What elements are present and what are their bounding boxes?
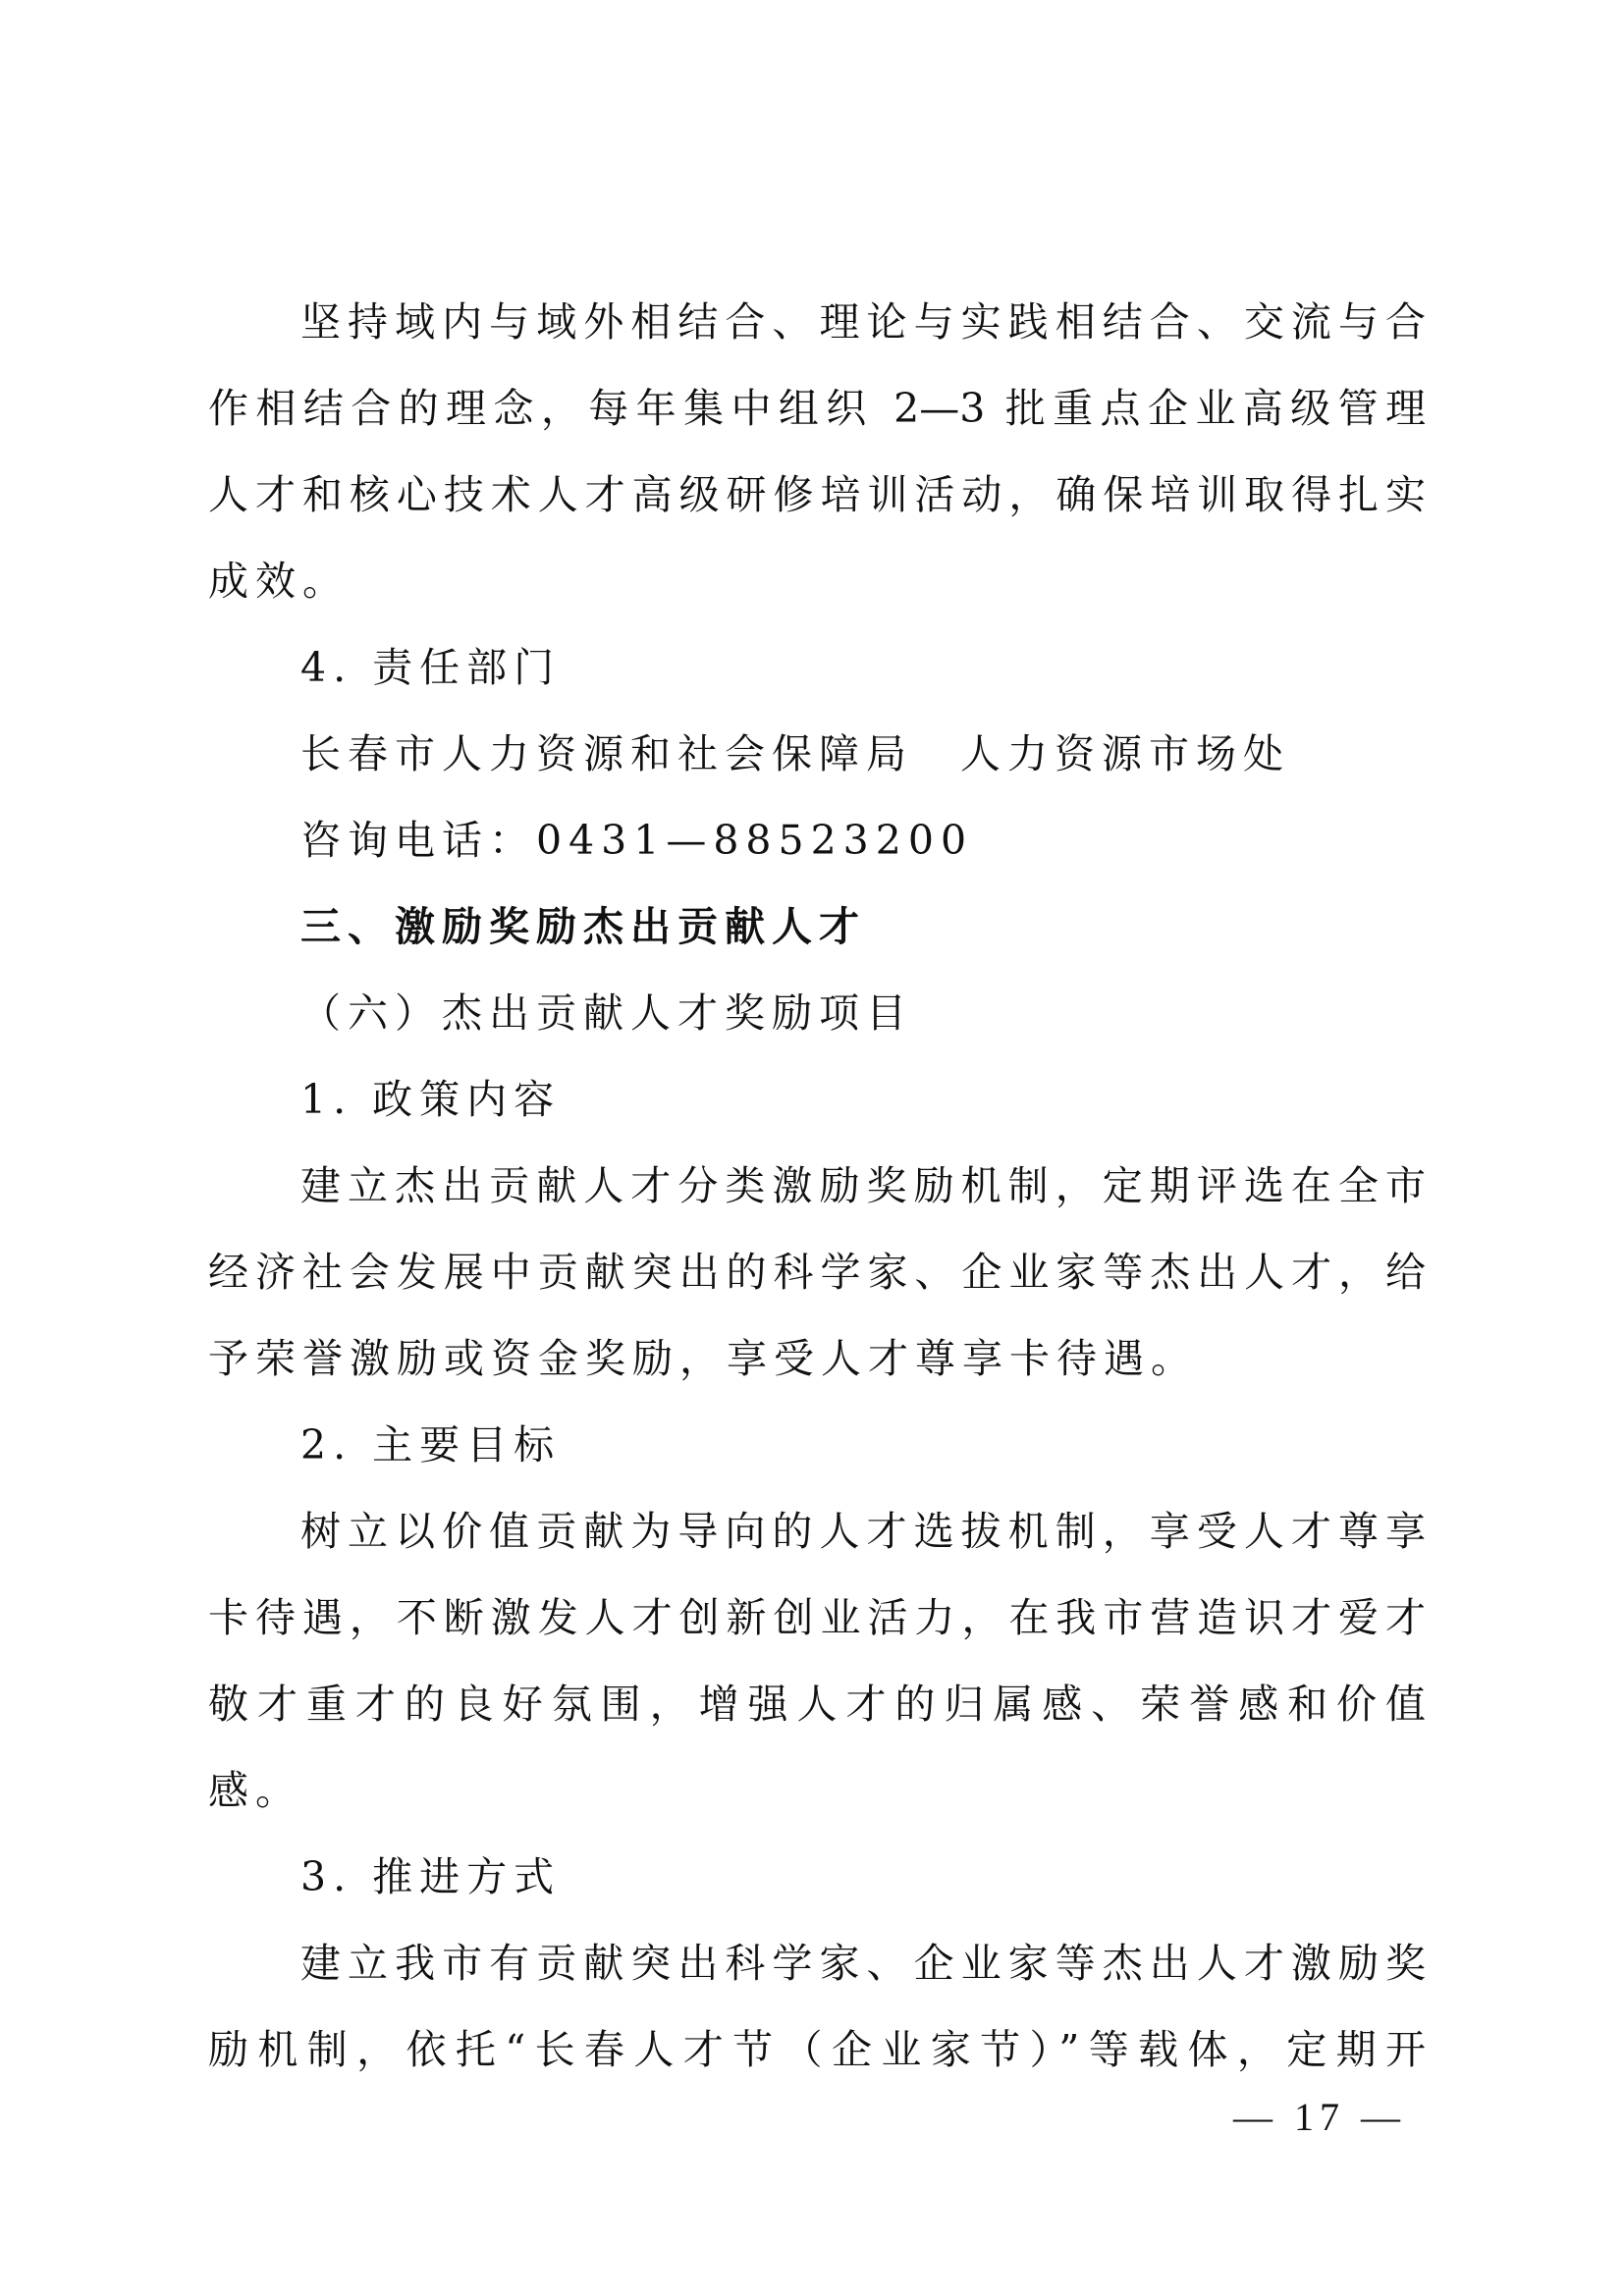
paragraph-1-line-3: 人才和核心技术人才高级研修培训活动，确保培训取得扎实 [208,471,1426,518]
paragraph-4-line-1: 建立我市有贡献突出科学家、企业家等杰出人才激励奖 [300,1940,1426,1987]
paragraph-3-line-1: 树立以价值贡献为导向的人才选拔机制，享受人才尊享 [300,1508,1426,1555]
paragraph-4-line-2: 励机制，依托“长春人才节（企业家节）”等载体，定期开 [208,2026,1426,2073]
chapter-3-heading: 三、激励奖励杰出贡献人才 [300,903,866,950]
paragraph-1-line-1: 坚持域内与域外相结合、理论与实践相结合、交流与合 [300,298,1426,346]
section-2-title: 2. 主要目标 [300,1421,562,1468]
paragraph-2-line-3: 予荣誉激励或资金奖励，享受人才尊享卡待遇。 [208,1335,1198,1382]
paragraph-2-line-1: 建立杰出贡献人才分类激励奖励机制，定期评选在全市 [300,1162,1426,1209]
paragraph-3-line-3: 敬才重才的良好氛围，增强人才的归属感、荣誉感和价值 [208,1681,1426,1728]
phone-number: 咨询电话：0431—88523200 [300,817,974,864]
page-number: — 17 — [1233,2095,1406,2139]
section-4-title: 4. 责任部门 [300,644,562,691]
subsection-6-heading: （六）杰出贡献人才奖励项目 [300,989,913,1037]
section-3-title: 3. 推进方式 [300,1853,562,1900]
paragraph-1-line-4: 成效。 [208,558,350,605]
section-1-title: 1. 政策内容 [300,1076,562,1123]
department-name: 长春市人力资源和社会保障局 人力资源市场处 [300,730,1290,777]
paragraph-1-line-2: 作相结合的理念，每年集中组织 2—3 批重点企业高级管理 [208,385,1426,432]
paragraph-2-line-2: 经济社会发展中贡献突出的科学家、企业家等杰出人才，给 [208,1249,1426,1296]
paragraph-3-line-4: 感。 [208,1767,302,1814]
paragraph-3-line-2: 卡待遇，不断激发人才创新创业活力，在我市营造识才爱才 [208,1594,1426,1641]
